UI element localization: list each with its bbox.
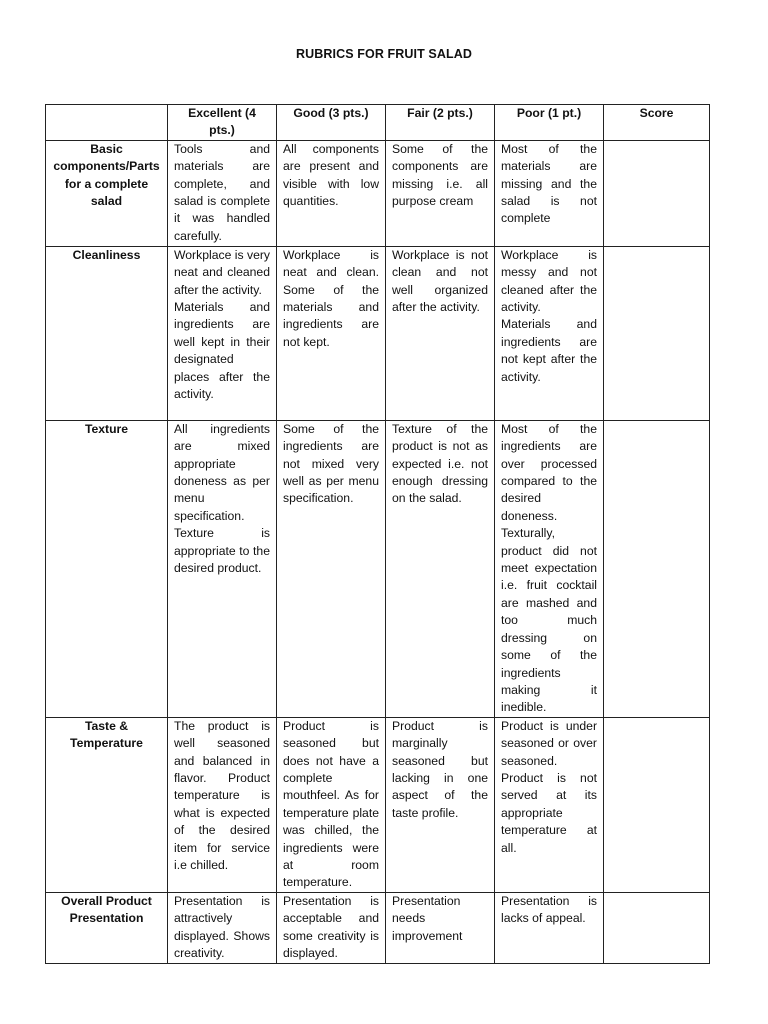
excellent-cell <box>168 420 277 717</box>
score-cell[interactable] <box>604 246 710 420</box>
poor-text: Materials and ingredients are not kept after the activity. <box>501 317 597 384</box>
good-cell <box>277 140 386 246</box>
poor-text: Most of the ingredients are over processed compared to the desired doneness. <box>501 421 597 523</box>
excellent-text: Workplace is very neat and cleaned after the activity. <box>174 247 270 297</box>
excellent-text: Texture is appropriate to the desired product. <box>174 526 270 576</box>
good-cell <box>277 892 386 963</box>
poor-cell <box>495 140 604 246</box>
excellent-cell <box>168 246 277 420</box>
criterion-cell: Taste & Temperature <box>46 717 168 892</box>
good-cell <box>277 717 386 892</box>
criterion-cell: Overall Product Presentation <box>46 892 168 963</box>
good-text: Some of the ingredients are not mixed very well as per menu specification. <box>283 421 379 506</box>
poor-text: Texturally, product did not meet expectation i.e. fruit cocktail are mashed and too much dressing on some of the ingredients making it inedible. <box>501 526 597 715</box>
rubric-table <box>45 104 710 964</box>
excellent-cell <box>168 717 277 892</box>
poor-text: Most of the materials are missing and the salad is not complete <box>501 141 597 226</box>
header-fair: Fair (2 pts.) <box>386 105 495 141</box>
table-row <box>46 140 710 246</box>
excellent-text: The product is well seasoned and balanced in flavor. Product temperature is what is expected of the desired item for service i.e chilled. <box>174 718 270 872</box>
fair-cell <box>386 892 495 963</box>
document-title: RUBRICS FOR FRUIT SALAD <box>296 47 472 61</box>
poor-cell <box>495 420 604 717</box>
table-row <box>46 717 710 892</box>
fair-text: Presentation needs improvement <box>392 893 463 943</box>
fair-text: Texture of the product is not as expected i.e. not enough dressing on the salad. <box>392 421 488 506</box>
header-criterion <box>46 105 168 141</box>
excellent-text: Presentation is attractively displayed. Shows creativity. <box>174 893 270 960</box>
fair-cell <box>386 246 495 420</box>
poor-text: Workplace is messy and not cleaned after the activity. <box>501 247 597 315</box>
poor-text: Product is under seasoned or over seasoned. <box>501 718 597 768</box>
table-row <box>46 246 710 420</box>
header-row <box>46 105 710 141</box>
score-cell[interactable] <box>604 140 710 246</box>
header-good: Good (3 pts.) <box>277 105 386 141</box>
score-cell[interactable] <box>604 892 710 963</box>
poor-cell <box>495 892 604 963</box>
excellent-text: All ingredients are mixed appropriate doneness as per menu specification. <box>174 421 270 523</box>
fair-text: Product is marginally seasoned but lacking in one aspect of the taste profile. <box>392 718 488 820</box>
score-cell[interactable] <box>604 717 710 892</box>
poor-text: Presentation is lacks of appeal. <box>501 893 597 926</box>
poor-text: Product is not served at its appropriate temperature at all. <box>501 770 597 855</box>
score-cell[interactable] <box>604 420 710 717</box>
good-text: Product is seasoned but does not have a complete mouthfeel. As for temperature plate was chilled, the ingredients were at room temperature. <box>283 718 379 890</box>
poor-cell <box>495 246 604 420</box>
fair-cell <box>386 140 495 246</box>
table-row <box>46 892 710 963</box>
header-poor: Poor (1 pt.) <box>495 105 604 141</box>
criterion-cell: Texture <box>46 420 168 717</box>
criterion-cell: Cleanliness <box>46 246 168 420</box>
header-score: Score <box>604 105 710 141</box>
excellent-cell <box>168 892 277 963</box>
fair-cell <box>386 717 495 892</box>
rubric-body <box>46 140 710 963</box>
table-row <box>46 420 710 717</box>
excellent-text: Tools and materials are complete, and salad is complete it was handled carefully. <box>174 141 270 243</box>
fair-text: Some of the components are missing i.e. all purpose cream <box>392 141 488 209</box>
good-text: Workplace is neat and clean. Some of the materials and ingredients are not kept. <box>283 247 379 349</box>
good-cell <box>277 420 386 717</box>
fair-text: Workplace is not clean and not well organized after the activity. <box>392 247 488 315</box>
criterion-cell: Basic components/Parts for a complete salad <box>46 140 168 246</box>
good-text: All components are present and visible with low quantities. <box>283 141 379 209</box>
poor-cell <box>495 717 604 892</box>
excellent-cell <box>168 140 277 246</box>
fair-cell <box>386 420 495 717</box>
good-text: Presentation is acceptable and some creativity is displayed. <box>283 893 379 960</box>
excellent-text: Materials and ingredients are well kept in their designated places after the activity. <box>174 300 270 402</box>
header-excellent: Excellent (4 pts.) <box>168 105 277 141</box>
good-cell <box>277 246 386 420</box>
